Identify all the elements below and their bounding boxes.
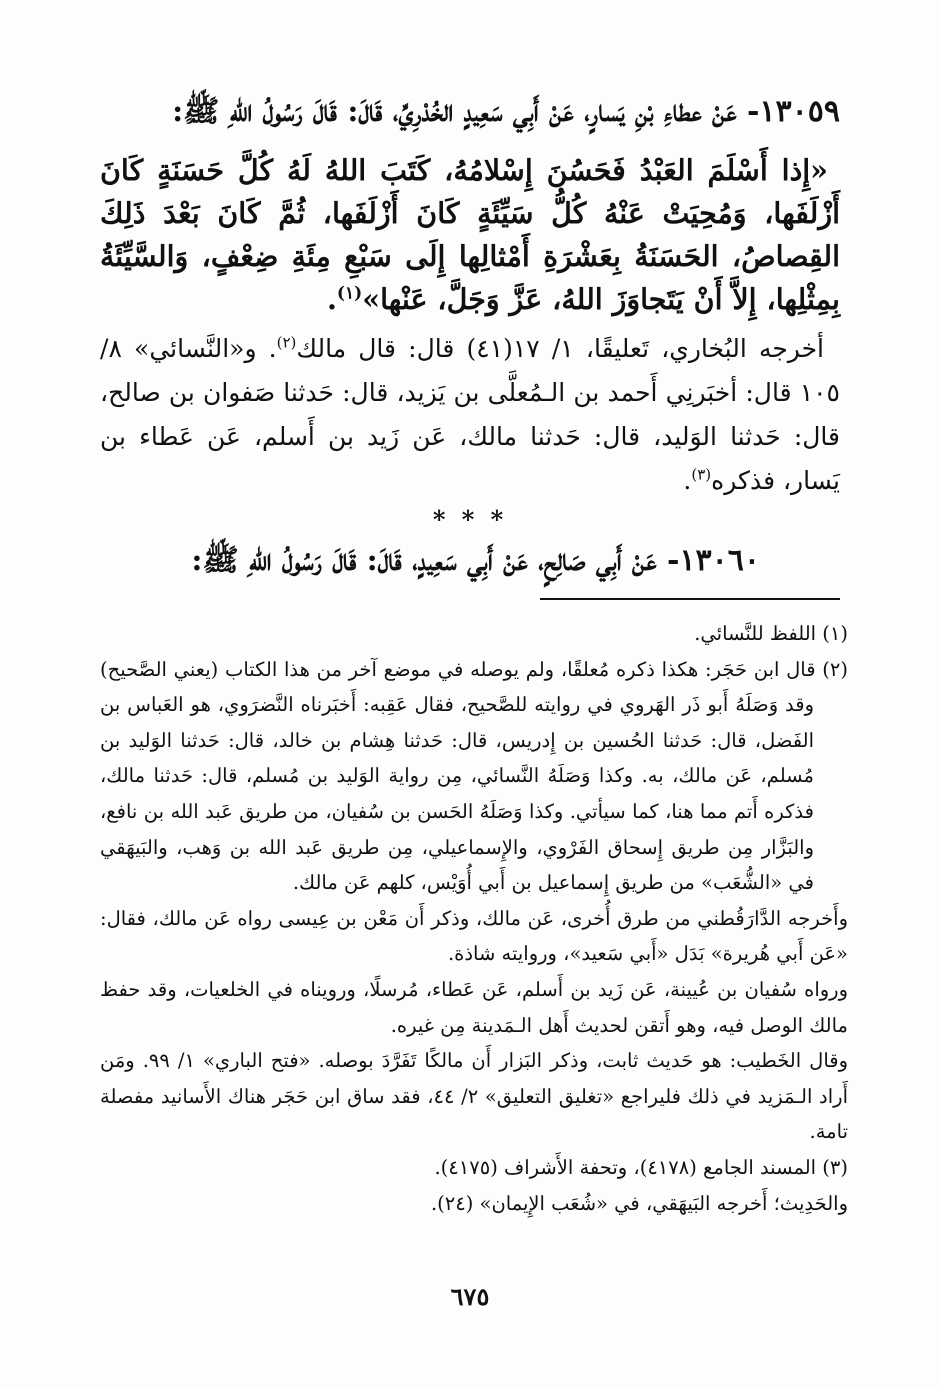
- footnote-ref-1: (١): [336, 283, 363, 304]
- footnote-divider: [540, 598, 840, 600]
- footnotes: [100, 616, 848, 1221]
- footnote-2-paragraph-3: ورواه سُفيان بن عُيينة، عَن زَيد بن أَسلم، عَن عَطاء، مُرسلًا، ورويناه في الخلعيات، وقد حفظ مالك الوصل فيه، وهو أَتقن لحديث أَهل الـمَدينة مِن غيره.: [100, 977, 848, 1037]
- takhrij-part-1: أخرجه البُخاري، تَعليقًا، ١/ ١٧(٤١) قال: قال مالك: [296, 334, 824, 363]
- matn-text: «إِذا أَسْلَمَ العَبْدُ فَحَسُنَ إِسْلامُهُ، كَتَبَ اللهُ لَهُ كُلَّ حَسَنَةٍ كَانَ أَزْلَفَها، وَمُحِيَتْ عَنْهُ كُلُّ سَيِّئَةٍ كَانَ أَزْلَفَها، ثُمَّ كَانَ بَعْدَ ذَلِكَ القِصاصُ، الحَسَنَةُ بِعَشْرَةِ أَمْثالِها إِلَى سَبْعِ مِئَةِ ضِعْفٍ، وَالسَّيِّئَةُ بِمِثْلِها، إِلاَّ أَنْ يَتَجاوَزَ اللهُ، عَزَّ وَجَلَّ، عَنْها»: [100, 153, 840, 316]
- footnote-2-paragraph-4: وقال الخَطيب: هو حَديث ثابت، وذكر البَزار أَن مالكًا تَفَرَّدَ بوصله. «فتح الباري» ١/ ٩٩. ومَن أَراد الـمَزيد في ذلك فليراجع «تغليق التعليق» ٢/ ٤٤، فقد ساق ابن حَجَر هناك الأَسانيد مفصلة تامة.: [100, 1049, 848, 1144]
- footnote-1: (١) اللفظ للنَّسائي.: [694, 622, 848, 645]
- section-separator: * * *: [432, 505, 508, 534]
- hadith-13060-heading: ١٣٠٦٠- عَنْ أَبِي صَالِحٍ، عَنْ أَبِي سَعِيدٍ، قَالَ: قَالَ رَسُولُ اللهِ ﷺ:: [191, 543, 760, 578]
- page-number: ٦٧٥: [450, 1282, 490, 1311]
- footnote-2: (٢) قال ابن حَجَر: هكذا ذكره مُعلقًا، ولم يوصله في موضع آخر من هذا الكتاب (يعني الصَّحيح) وقد وَصَلَهُ أَبو ذَر الهَروي في روايته للصَّحيح، فقال عَقِبه: أَخبَرناه النَّضرَوي، هو العَباس بن الفَضل، قال: حَدثنا الحُسين بن إِدريس، قال: حَدثنا هِشام بن خالد، قال: حَدثنا الوَليد بن مُسلم، عَن مالك، به. وكذا وَصَلَهُ النَّسائي، مِن رواية الوَليد بن مُسلم، قال: حَدثنا مالك، فذكره أَتم مما هنا، كما سيأتي. وكذا وَصَلَهُ الحَسن بن سُفيان، من طريق عَبد الله بن نافع، والبَزَّار مِن طريق إِسحاق الفَرْوي، والإِسماعيلي، مِن طريق عَبد الله بن وَهب، والبَيهَقي في «الشُّعَب» من طريق إِسماعيل بن أَبي أُوَيْس، كلهم عَن مالك.: [100, 657, 848, 895]
- footnote-ref-2: (٢): [276, 333, 297, 352]
- hadith-13059-heading: ١٣٠٥٩- عَنْ عطاءِ بْنِ يَسارٍ، عَنْ أَبِي سَعِيدٍ الخُدْرِيِّ، قَالَ: قَالَ رَسُولُ اللهِ ﷺ:: [172, 94, 840, 129]
- footnote-3-paragraph-2: والحَدِيث؛ أَخرجه البَيهَقي، في «شُعَب الإِيمان» (٢٤).: [430, 1191, 848, 1215]
- takhrij-end: .: [683, 466, 692, 495]
- footnote-2-paragraph-2: وأَخرجه الدَّارَقُطني من طرق أُخرى، عَن مالك، وذكر أَن مَعْن بن عِيسى رواه عَن مالك، فقال: «عَن أَبي هُريرة» بَدَل «أَبي سَعيد»، وروايته شاذة.: [100, 906, 848, 966]
- takhrij-part-2: . و«النَّسائي» ٨/ ١٠٥ قال: أخبَرنِي أَحمد بن الـمُعلَّى بن يَزيد، قال: حَدثنا صَفوان بن صالح، قال: حَدثنا الوَليد، قال: حَدثنا مالك، عَن زَيد بن أَسلم، عَن عَطاء بن يَسار، فذكره: [100, 334, 840, 495]
- footnote-ref-3: (٣): [691, 465, 712, 484]
- hadith-13059-takhrij: [100, 327, 840, 503]
- hadith-13059-matn: «إِذا أَسْلَمَ العَبْدُ فَحَسُنَ إِسْلامُهُ، كَتَبَ اللهُ لَهُ كُلَّ حَسَنَةٍ كَانَ أَزْلَفَها، وَمُحِيَتْ عَنْهُ كُلُّ سَيِّئَةٍ كَانَ أَزْلَفَها، ثُمَّ كَانَ بَعْدَ ذَلِكَ القِصاصُ، الحَسَنَةُ بِعَشْرَةِ أَمْثالِها إِلَى سَبْعِ مِئَةِ ضِعْفٍ، وَالسَّيِّئَةُ بِمِثْلِها، إِلاَّ أَنْ يَتَجاوَزَ اللهُ، عَزَّ وَجَلَّ، عَنْها»$^{(١)}$.: [100, 153, 840, 316]
- footnote-3: (٣) المسند الجامع (٤١٧٨)، وتحفة الأَشراف (٤١٧٥).: [434, 1155, 848, 1179]
- main-text: [100, 88, 840, 587]
